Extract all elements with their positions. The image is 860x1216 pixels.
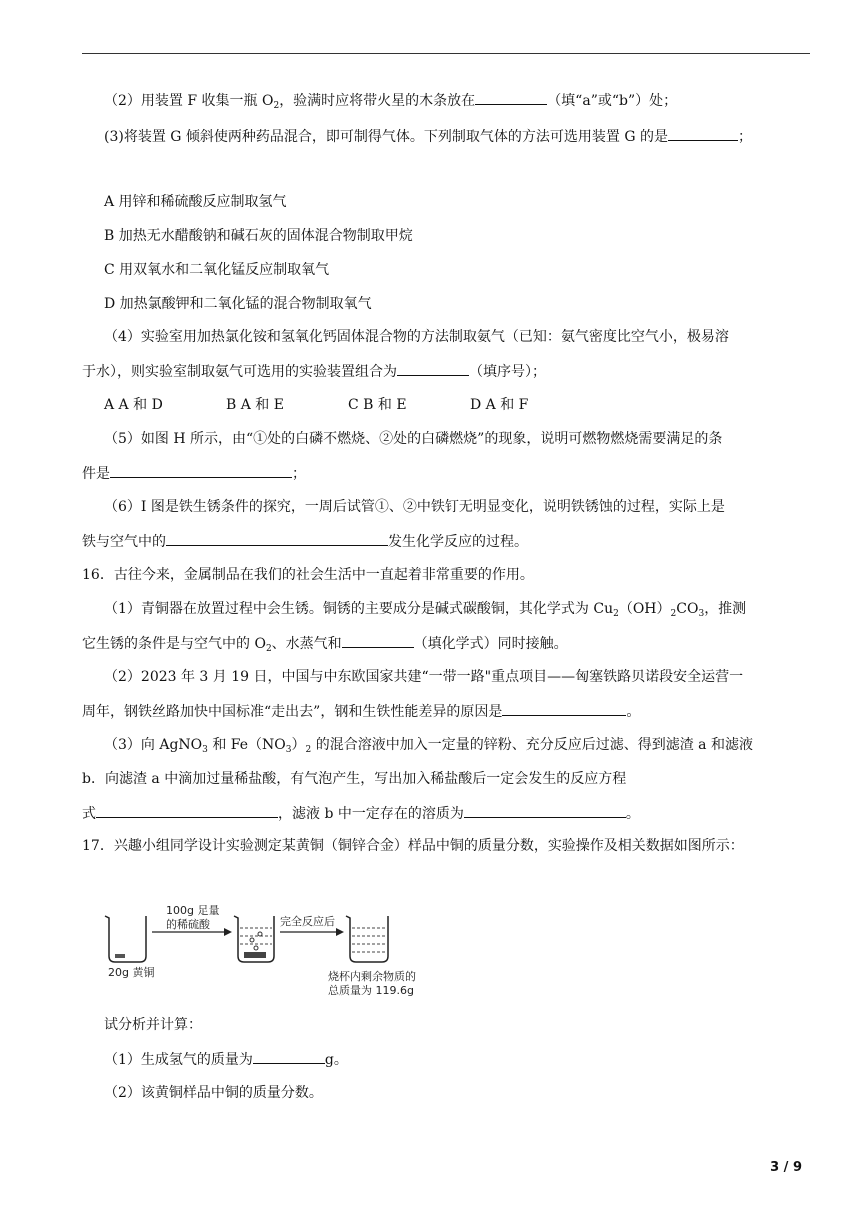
brass-label: 20g 黄铜 [108, 966, 155, 979]
q16-stem: 16．古往今来，金属制品在我们的社会生活中一直起着非常重要的作用。 [82, 567, 534, 583]
acid-label: 的稀硫酸 [166, 918, 210, 931]
q15-part6-line1: （6）I 图是铁生锈条件的探究，一周后试管①、②中铁钉无明显变化，说明铁锈蚀的过程，实际上是 [104, 499, 725, 515]
q15-option-d: D 加热氯酸钾和二氧化锰的混合物制取氧气 [104, 296, 372, 312]
q17-analyze: 试分析并计算： [104, 1017, 202, 1033]
q15-part4-line2: 于水），则实验室制取氨气可选用的实验装置组合为 （填序号）； [82, 361, 546, 381]
answer-blank[interactable] [253, 1049, 325, 1064]
q15-option-b: B 加热无水醋酸钠和碱石灰的固体混合物制取甲烷 [104, 228, 413, 244]
answer-blank[interactable] [96, 803, 278, 818]
q15-part5-line1: （5）如图 H 所示，由“①处的白磷不燃烧、②处的白磷燃烧”的现象，说明可燃物燃烧需要满足的条 [104, 431, 723, 447]
q17-part2: （2）该黄铜样品中铜的质量分数。 [104, 1085, 323, 1101]
beaker-icon [346, 916, 388, 962]
answer-blank[interactable] [668, 126, 738, 141]
q15-option-c: C 用双氧水和二氧化锰反应制取氧气 [104, 262, 330, 278]
q15-option-a: A 用锌和稀硫酸反应制取氢气 [104, 194, 287, 210]
answer-blank[interactable] [397, 361, 469, 376]
reaction-label: 完全反应后 [280, 915, 335, 928]
answer-blank[interactable] [342, 633, 414, 648]
arrow-icon [280, 928, 344, 936]
q15-part2: （2）用装置 F 收集一瓶 $O_2$，验满时应将带火星的木条放在 （填“a”或“b”）处； [104, 90, 677, 110]
beaker-icon [234, 916, 274, 962]
q16-part2-line2: 周年，钢铁丝路加快中国标准“走出去”，钢和生铁性能差异的原因是 。 [82, 701, 640, 721]
q17-part1: （1）生成氢气的质量为 g。 [104, 1049, 348, 1069]
q16-part1-line1: （1）青铜器在放置过程中会生锈。铜锈的主要成分是碱式碳酸铜，其化学式为 $Cu_2(OH)_2CO_3$，推测 [104, 601, 747, 619]
option: B A 和 E [226, 397, 284, 413]
q15-part5-line2: 件是 ； [82, 463, 306, 483]
result-label: 烧杯内剩余物质的 [328, 970, 416, 983]
experiment-figure [100, 892, 450, 1002]
q15-part4-line1: （4）实验室用加热氯化铵和氢氧化钙固体混合物的方法制取氨气（已知：氨气密度比空气小，极易溶 [104, 329, 729, 345]
option: C B 和 E [348, 397, 407, 413]
beaker-icon [105, 916, 146, 962]
q15-part6-line2: 铁与空气中的 发生化学反应的过程。 [82, 531, 528, 551]
page-number: 3 / 9 [770, 1160, 802, 1175]
q16-part1-line2: 它生锈的条件是与空气中的 $O_2$、水蒸气和 （填化学式）同时接触。 [82, 633, 568, 653]
q16-part3-line3: 式 ，滤液 b 中一定存在的溶质为 。 [82, 803, 640, 823]
answer-blank[interactable] [464, 803, 626, 818]
answer-blank[interactable] [166, 531, 388, 546]
header-rule [82, 53, 810, 54]
acid-label: 100g 足量 [166, 904, 220, 917]
result-label: 总质量为 119.6g [328, 984, 414, 997]
option: A A 和 D [104, 397, 163, 413]
q17-stem: 17．兴趣小组同学设计实验测定某黄铜（铜锌合金）样品中铜的质量分数，实验操作及相关数据如图所示： [82, 838, 744, 854]
q15-part4-options [104, 395, 528, 415]
q16-part3-line1: （3）向 AgNO$_3$ 和 $Fe(NO_3)_2$ 的混合溶液中加入一定量的锌粉、充分反应后过滤、得到滤渣 a 和滤液 [104, 737, 753, 755]
option: D A 和 F [470, 397, 529, 413]
answer-blank[interactable] [110, 463, 292, 478]
answer-blank[interactable] [475, 90, 547, 105]
answer-blank[interactable] [502, 701, 626, 716]
q16-part3-line2: b．向滤渣 a 中滴加过量稀盐酸，有气泡产生，写出加入稀盐酸后一定会发生的反应方程 [82, 771, 627, 787]
q15-part3: (3)将装置 G 倾斜使两种药品混合，即可制得气体。下列制取气体的方法可选用装置 G 的是 ； [104, 126, 752, 146]
q16-part2-line1: （2）2023 年 3 月 19 日，中国与中东欧国家共建“一带一路"重点项目——匈塞铁路贝诺段安全运营一 [104, 669, 744, 685]
